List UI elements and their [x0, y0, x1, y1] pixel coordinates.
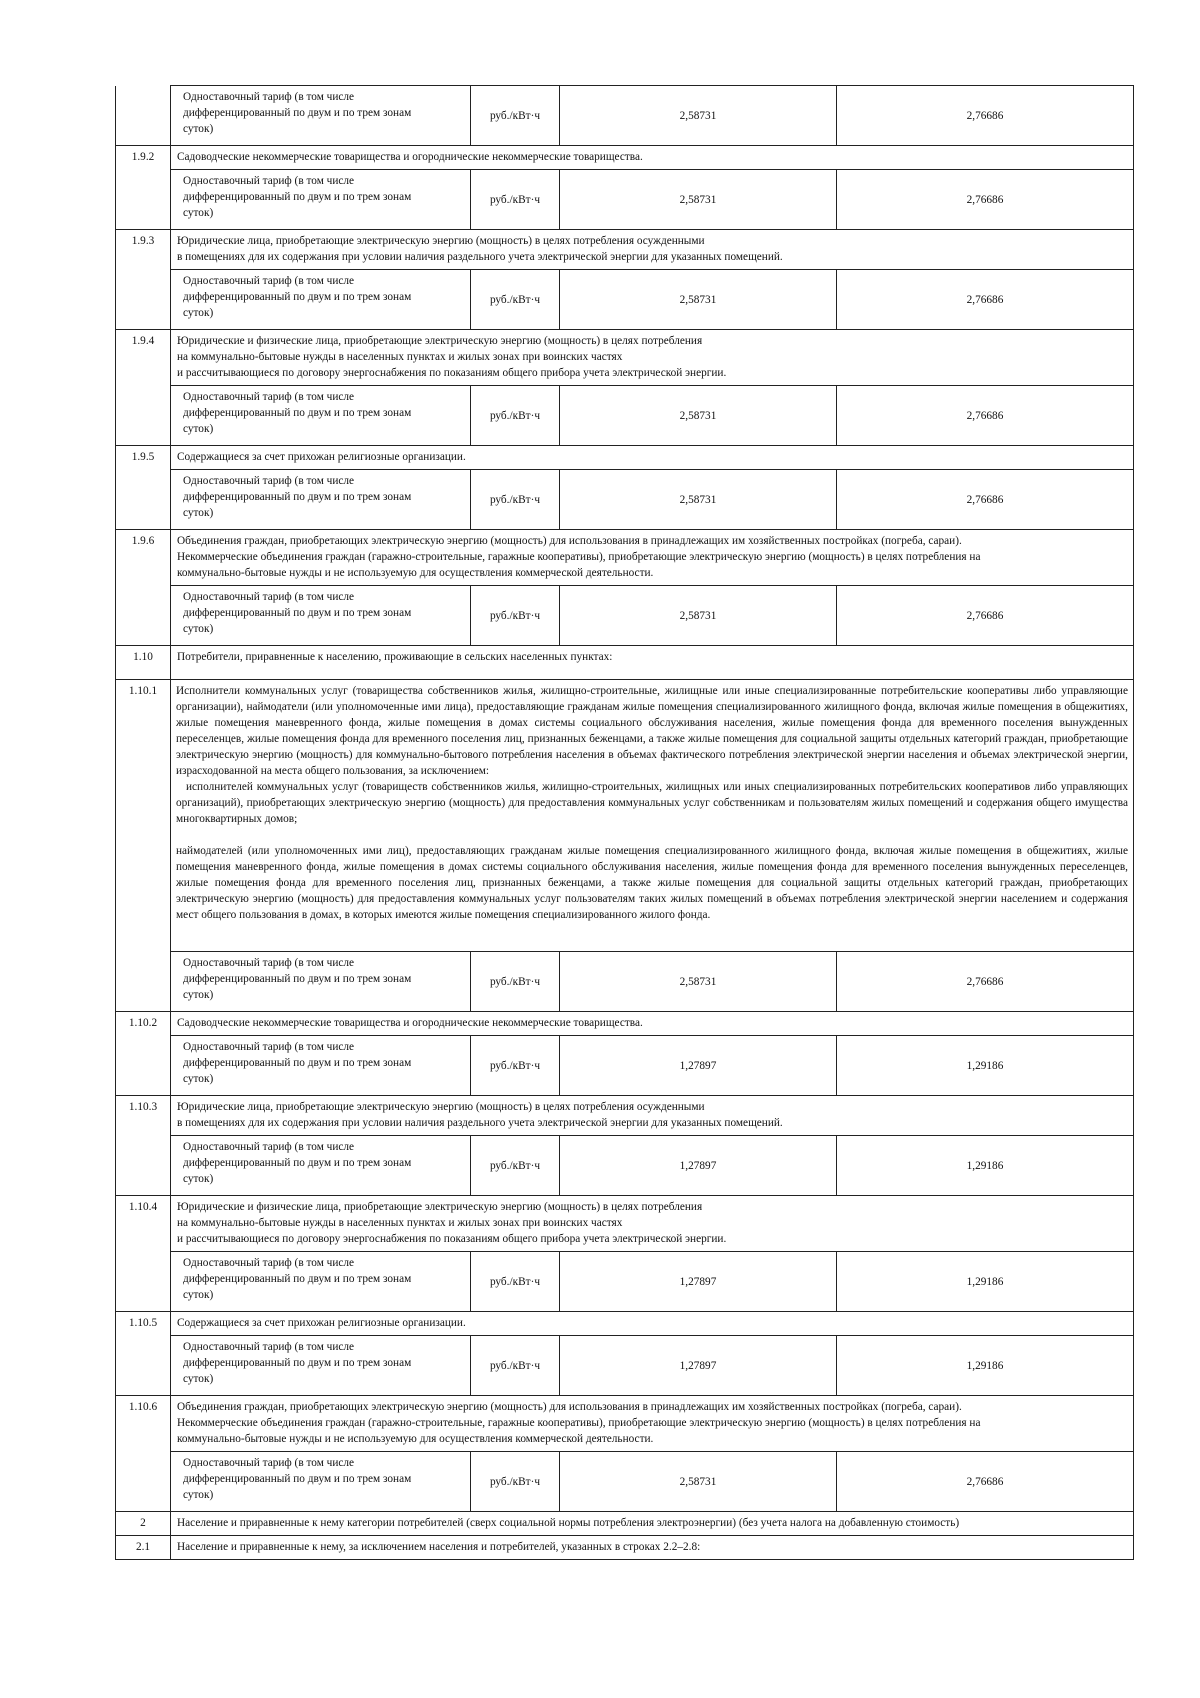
tariff-name-line: суток) [183, 123, 214, 135]
unit-cell: руб./кВт·ч [471, 586, 560, 646]
tariff-name-line: дифференцированный по двум и по трем зонам [183, 607, 412, 619]
category-row [116, 1312, 1134, 1336]
category-description-line: Юридические и физические лица, приобретающие электрическую энергию (мощность) в целях потребления [177, 335, 703, 347]
category-row [116, 330, 1134, 386]
tariff-name-line: Одноставочный тариф (в том числе [183, 275, 355, 287]
row-number-cell [116, 1336, 171, 1396]
tariff-row [116, 386, 1134, 446]
tariff-value-second-half: 1,29186 [837, 1136, 1134, 1196]
tariff-name-line: суток) [183, 1173, 214, 1185]
tariff-name-line: Одноставочный тариф (в том числе [183, 1257, 355, 1269]
tariff-name-cell [171, 170, 471, 230]
tariff-name-cell [171, 1452, 471, 1512]
category-description-line: на коммунально-бытовые нужды в населенных пунктах и жилых зонах при воинских частях [177, 351, 623, 363]
tariff-row [116, 586, 1134, 646]
tariff-name-line: дифференцированный по двум и по трем зонам [183, 973, 412, 985]
tariff-value-second-half: 2,76686 [837, 470, 1134, 530]
tariff-name-line: дифференцированный по двум и по трем зонам [183, 1273, 412, 1285]
tariff-value-first-half: 1,27897 [560, 1136, 837, 1196]
category-row [116, 1012, 1134, 1036]
category-description-line: Некоммерческие объединения граждан (гаражно-строительные, гаражные кооперативы), приобретающие электрическую энергию (мощность) в целях потребления на [177, 1417, 981, 1429]
category-description-line: Население и приравненные к нему, за исключением населения и потребителей, указанных в строках 2.2–2.8: [177, 1541, 701, 1553]
tariff-value-first-half: 2,58731 [560, 470, 837, 530]
tariff-value-second-half: 2,76686 [837, 86, 1134, 146]
tariff-name-cell [171, 952, 471, 1012]
tariff-name-line: дифференцированный по двум и по трем зонам [183, 191, 412, 203]
tariff-name-line: Одноставочный тариф (в том числе [183, 1341, 355, 1353]
row-number-cell: 1.10.3 [116, 1096, 171, 1136]
tariff-value-second-half: 2,76686 [837, 1452, 1134, 1512]
category-description-cell [171, 680, 1134, 952]
tariff-name-line: Одноставочный тариф (в том числе [183, 1457, 355, 1469]
row-number-cell: 1.10 [116, 646, 171, 680]
category-row [116, 446, 1134, 470]
category-description-cell [171, 1536, 1134, 1560]
category-row [116, 1096, 1134, 1136]
tariff-value-second-half: 1,29186 [837, 1336, 1134, 1396]
unit-cell: руб./кВт·ч [471, 170, 560, 230]
tariff-row [116, 1452, 1134, 1512]
tariff-name-cell [171, 1036, 471, 1096]
tariff-name-cell [171, 86, 471, 146]
tariff-value-first-half: 1,27897 [560, 1252, 837, 1312]
row-number-cell: 1.9.3 [116, 230, 171, 270]
row-number-cell [116, 470, 171, 530]
tariff-value-first-half: 2,58731 [560, 586, 837, 646]
tariff-row [116, 952, 1134, 1012]
row-number-cell [116, 1452, 171, 1512]
tariff-name-line: дифференцированный по двум и по трем зонам [183, 291, 412, 303]
unit-cell: руб./кВт·ч [471, 1036, 560, 1096]
row-number-cell [116, 86, 171, 146]
category-row [116, 1536, 1134, 1560]
row-number-cell [116, 170, 171, 230]
tariff-name-line: дифференцированный по двум и по трем зонам [183, 491, 412, 503]
category-description-line: Содержащиеся за счет прихожан религиозные организации. [177, 451, 466, 463]
row-number-cell [116, 1136, 171, 1196]
category-row [116, 146, 1134, 170]
category-description-line: Садоводческие некоммерческие товарищества и огороднические некоммерческие товарищества. [177, 1017, 643, 1029]
category-description-cell [171, 446, 1134, 470]
tariff-value-first-half: 1,27897 [560, 1036, 837, 1096]
tariff-value-second-half: 2,76686 [837, 952, 1134, 1012]
tariff-name-line: Одноставочный тариф (в том числе [183, 957, 355, 969]
category-description-line: в помещениях для их содержания при условии наличия раздельного учета электрической энергии для указанных помещений. [177, 1117, 783, 1129]
row-number-cell [116, 386, 171, 446]
unit-cell: руб./кВт·ч [471, 952, 560, 1012]
tariff-value-second-half: 2,76686 [837, 386, 1134, 446]
category-description-cell [171, 530, 1134, 586]
category-description-line: и рассчитывающиеся по договору энергоснабжения по показаниям общего прибора учета электрической энергии. [177, 1233, 727, 1245]
category-row [116, 1196, 1134, 1252]
category-row [116, 1396, 1134, 1452]
row-number-cell: 1.10.2 [116, 1012, 171, 1036]
paragraph-spacer [176, 827, 1128, 843]
tariff-name-cell [171, 1336, 471, 1396]
tariff-name-line: Одноставочный тариф (в том числе [183, 91, 355, 103]
tariff-name-line: Одноставочный тариф (в том числе [183, 1041, 355, 1053]
category-description-line: Население и приравненные к нему категории потребителей (сверх социальной нормы потребления электроэнергии) (без учета налога на добавленную стоимость) [177, 1517, 960, 1529]
tariff-value-first-half: 2,58731 [560, 1452, 837, 1512]
tariff-name-line: суток) [183, 1073, 214, 1085]
unit-cell: руб./кВт·ч [471, 1336, 560, 1396]
tariff-value-second-half: 2,76686 [837, 170, 1134, 230]
tariff-value-first-half: 1,27897 [560, 1336, 837, 1396]
paragraph-exception-2: наймодателей (или уполномоченных ими лиц), предоставляющих гражданам жилые помещения специализированного жилищного фонда, включая жилые помещения в общежитиях, жилые помещения маневренного фонда, жилые помещения в домах системы социального обслуживания населения, жилые помещения фонда для временного поселения вынужденных переселенцев, жилые помещения фонда для временного поселения лиц, признанных беженцами, а также жилые помещения для социальной защиты отдельных категорий граждан, приобретающих электрическую энергию (мощность) для предоставления коммунальных услуг пользователям таких жилых помещений в объемах потребления электрической энергии населением и содержания мест общего пользования в домах, в которых имеются жилые помещения специализированного жилого фонда. [176, 845, 1128, 921]
category-description-line: Садоводческие некоммерческие товарищества и огороднические некоммерческие товарищества. [177, 151, 643, 163]
tariff-name-cell [171, 386, 471, 446]
tariff-row [116, 170, 1134, 230]
tariff-name-line: Одноставочный тариф (в том числе [183, 475, 355, 487]
tariff-name-line: Одноставочный тариф (в том числе [183, 1141, 355, 1153]
category-description-cell [171, 1096, 1134, 1136]
tariff-value-second-half: 1,29186 [837, 1036, 1134, 1096]
tariff-name-line: суток) [183, 1373, 214, 1385]
category-description-cell [171, 646, 1134, 680]
tariff-name-line: дифференцированный по двум и по трем зонам [183, 1473, 412, 1485]
tariff-value-first-half: 2,58731 [560, 270, 837, 330]
category-description-line: Объединения граждан, приобретающих электрическую энергию (мощность) для использования в принадлежащих им хозяйственных постройках (погреба, сараи). [177, 1401, 962, 1413]
category-description-line: Некоммерческие объединения граждан (гаражно-строительные, гаражные кооперативы), приобретающие электрическую энергию (мощность) в целях потребления на [177, 551, 981, 563]
tariff-name-cell [171, 270, 471, 330]
unit-cell: руб./кВт·ч [471, 86, 560, 146]
category-description-cell [171, 1396, 1134, 1452]
category-description-line: Юридические лица, приобретающие электрическую энергию (мощность) в целях потребления осужденными [177, 1101, 705, 1113]
row-number-cell: 2.1 [116, 1536, 171, 1560]
tariff-name-line: суток) [183, 1489, 214, 1501]
category-row [116, 646, 1134, 680]
category-description-cell [171, 1312, 1134, 1336]
row-number-cell [116, 1036, 171, 1096]
tariff-table [115, 85, 1134, 1560]
tariff-name-line: суток) [183, 207, 214, 219]
tariff-name-cell [171, 1252, 471, 1312]
unit-cell: руб./кВт·ч [471, 386, 560, 446]
tariff-name-line: дифференцированный по двум и по трем зонам [183, 1357, 412, 1369]
tariff-row [116, 1136, 1134, 1196]
category-description-line: в помещениях для их содержания при условии наличия раздельного учета электрической энергии для указанных помещений. [177, 251, 783, 263]
unit-cell: руб./кВт·ч [471, 1452, 560, 1512]
row-number-cell [116, 952, 171, 1012]
category-description-line: Юридические лица, приобретающие электрическую энергию (мощность) в целях потребления осужденными [177, 235, 705, 247]
category-row-1-10-1 [116, 680, 1134, 952]
category-description-line: коммунально-бытовые нужды и не используемую для осуществления коммерческой деятельности. [177, 1433, 654, 1445]
row-number-cell: 2 [116, 1512, 171, 1536]
category-description-line: Содержащиеся за счет прихожан религиозные организации. [177, 1317, 466, 1329]
tariff-name-line: суток) [183, 989, 214, 1001]
tariff-name-line: суток) [183, 507, 214, 519]
tariff-row [116, 1036, 1134, 1096]
tariff-name-line: дифференцированный по двум и по трем зонам [183, 1157, 412, 1169]
tariff-name-line: суток) [183, 307, 214, 319]
tariff-name-line: суток) [183, 423, 214, 435]
category-description-cell [171, 146, 1134, 170]
tariff-value-first-half: 2,58731 [560, 952, 837, 1012]
category-description-cell [171, 230, 1134, 270]
tariff-value-first-half: 2,58731 [560, 386, 837, 446]
row-number-cell: 1.10.5 [116, 1312, 171, 1336]
row-number-cell: 1.9.6 [116, 530, 171, 586]
tariff-name-line: дифференцированный по двум и по трем зонам [183, 1057, 412, 1069]
unit-cell: руб./кВт·ч [471, 1252, 560, 1312]
tariff-value-second-half: 2,76686 [837, 270, 1134, 330]
category-description-line: на коммунально-бытовые нужды в населенных пунктах и жилых зонах при воинских частях [177, 1217, 623, 1229]
category-description-line: и рассчитывающиеся по договору энергоснабжения по показаниям общего прибора учета электрической энергии. [177, 367, 727, 379]
tariff-name-line: Одноставочный тариф (в том числе [183, 175, 355, 187]
category-description-cell [171, 330, 1134, 386]
tariff-name-line: суток) [183, 623, 214, 635]
row-number-cell: 1.10.4 [116, 1196, 171, 1252]
tariff-row [116, 1252, 1134, 1312]
tariff-row [116, 86, 1134, 146]
unit-cell: руб./кВт·ч [471, 1136, 560, 1196]
tariff-value-second-half: 2,76686 [837, 586, 1134, 646]
category-description-line: Потребители, приравненные к населению, проживающие в сельских населенных пунктах: [177, 651, 613, 663]
tariff-value-first-half: 2,58731 [560, 86, 837, 146]
row-number-cell: 1.9.5 [116, 446, 171, 470]
tariff-row [116, 470, 1134, 530]
tariff-name-cell [171, 1136, 471, 1196]
category-description-line: коммунально-бытовые нужды и не используемую для осуществления коммерческой деятельности. [177, 567, 654, 579]
tariff-row [116, 270, 1134, 330]
row-number-cell [116, 270, 171, 330]
tariff-table-body [116, 86, 1134, 1560]
row-number-cell: 1.9.2 [116, 146, 171, 170]
tariff-name-cell [171, 586, 471, 646]
unit-cell: руб./кВт·ч [471, 470, 560, 530]
paragraph-exception-1: исполнителей коммунальных услуг (товариществ собственников жилья, жилищно-строительных, жилищных или иных специализированных потребительских кооперативов либо управляющих организаций), приобретающих электрическую энергию (мощность) для предоставления коммунальных услуг собственникам и пользователям жилых помещений и содержания общего имущества многоквартирных домов; [176, 781, 1128, 825]
category-row [116, 530, 1134, 586]
tariff-name-line: Одноставочный тариф (в том числе [183, 391, 355, 403]
row-number-cell [116, 586, 171, 646]
row-number-cell: 1.10.1 [116, 680, 171, 952]
tariff-name-cell [171, 470, 471, 530]
tariff-row [116, 1336, 1134, 1396]
category-description-cell [171, 1012, 1134, 1036]
paragraph-main: Исполнители коммунальных услуг (товарищества собственников жилья, жилищно-строительные, жилищные или иные специализированные потребительские кооперативы либо управляющие организации), наймодатели (или уполномоченные ими лица), предоставляющие гражданам жилые помещения специализированного жилищного фонда, включая жилые помещения в общежитиях, жилые помещения маневренного фонда, жилые помещения в домах системы социального обслуживания населения, жилые помещения фонда для временного поселения вынужденных переселенцев, жилые помещения фонда для временного поселения лиц, признанных беженцами, а также жилые помещения для социальной защиты отдельных категорий граждан, приобретающие электрическую энергию (мощность) для коммунально-бытового потребления населения в объемах фактического потребления электрической энергии населения и объемах электрической энергии, израсходованной на места общего пользования, за исключением: [176, 685, 1128, 777]
category-description-line: Юридические и физические лица, приобретающие электрическую энергию (мощность) в целях потребления [177, 1201, 703, 1213]
row-number-cell: 1.9.4 [116, 330, 171, 386]
tariff-name-line: дифференцированный по двум и по трем зонам [183, 407, 412, 419]
category-description-line: Объединения граждан, приобретающих электрическую энергию (мощность) для использования в принадлежащих им хозяйственных постройках (погреба, сараи). [177, 535, 962, 547]
tariff-name-line: суток) [183, 1289, 214, 1301]
row-number-cell [116, 1252, 171, 1312]
tariff-value-first-half: 2,58731 [560, 170, 837, 230]
unit-cell: руб./кВт·ч [471, 270, 560, 330]
category-row [116, 1512, 1134, 1536]
category-row [116, 230, 1134, 270]
tariff-name-line: дифференцированный по двум и по трем зонам [183, 107, 412, 119]
category-description-cell [171, 1512, 1134, 1536]
row-number-cell: 1.10.6 [116, 1396, 171, 1452]
tariff-name-line: Одноставочный тариф (в том числе [183, 591, 355, 603]
tariff-value-second-half: 1,29186 [837, 1252, 1134, 1312]
category-description-cell [171, 1196, 1134, 1252]
